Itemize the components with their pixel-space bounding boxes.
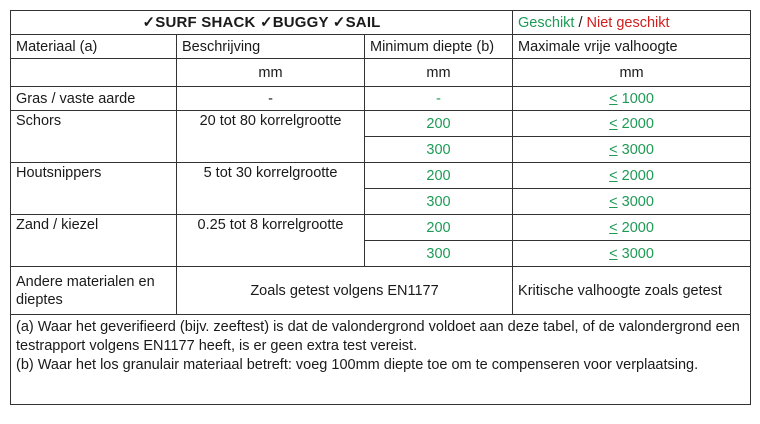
grass-fall-prefix: < [609, 90, 618, 107]
other-material: Andere materialen en dieptes [11, 267, 177, 315]
bark-fall-2-prefix: < [609, 141, 618, 158]
woodchips-depth-2: 300 [365, 189, 513, 215]
sand-description: 0.25 tot 8 korrelgrootte [177, 215, 365, 267]
other-description: Zoals getest volgens EN1177 [177, 267, 513, 315]
bark-material: Schors [11, 111, 177, 163]
sand-material: Zand / kiezel [11, 215, 177, 267]
header-material: Materiaal (a) [11, 35, 177, 59]
bark-depth-2: 300 [365, 137, 513, 163]
legend-unsuitable: Niet geschikt [586, 14, 670, 31]
unit-max-fall: mm [513, 59, 751, 87]
sand-fall-1-value: 2000 [617, 219, 654, 236]
unit-empty [11, 59, 177, 87]
bark-depth-1: 200 [365, 111, 513, 137]
header-description: Beschrijving [177, 35, 365, 59]
header-max-fall: Maximale vrije valhoogte [513, 35, 751, 59]
woodchips-fall-1-value: 2000 [617, 167, 654, 184]
woodchips-fall-2-value: 3000 [617, 193, 654, 210]
woodchips-material: Houtsnippers [11, 163, 177, 215]
sand-fall-2 [513, 241, 751, 267]
unit-min-depth: mm [365, 59, 513, 87]
table-title: ✓SURF SHACK ✓BUGGY ✓SAIL [11, 11, 513, 35]
bark-fall-1-prefix: < [609, 115, 618, 132]
sand-fall-2-prefix: < [609, 245, 618, 262]
bark-fall-2 [513, 137, 751, 163]
woodchips-fall-1-prefix: < [609, 167, 618, 184]
bark-description: 20 tot 80 korrelgrootte [177, 111, 365, 163]
sand-fall-1-prefix: < [609, 219, 618, 236]
woodchips-description: 5 tot 30 korrelgrootte [177, 163, 365, 215]
surfacing-table [10, 10, 751, 405]
footnote-b: (b) Waar het los granulair materiaal betreft: voeg 100mm diepte toe om te compenseren voor verplaatsing. [16, 357, 699, 373]
sand-depth-2: 300 [365, 241, 513, 267]
unit-description: mm [177, 59, 365, 87]
grass-fall-value: 1000 [617, 90, 654, 107]
other-fall: Kritische valhoogte zoals getest [513, 267, 751, 315]
grass-description: - [177, 87, 365, 111]
legend-suitable: Geschikt [518, 14, 575, 31]
bark-fall-1 [513, 111, 751, 137]
woodchips-depth-1: 200 [365, 163, 513, 189]
woodchips-fall-2-prefix: < [609, 193, 618, 210]
footnotes [11, 315, 751, 405]
header-min-depth: Minimum diepte (b) [365, 35, 513, 59]
sand-fall-1 [513, 215, 751, 241]
bark-fall-1-value: 2000 [617, 115, 654, 132]
grass-material: Gras / vaste aarde [11, 87, 177, 111]
legend-cell [513, 11, 751, 35]
woodchips-fall-2 [513, 189, 751, 215]
sand-depth-1: 200 [365, 215, 513, 241]
woodchips-fall-1 [513, 163, 751, 189]
footnote-a: (a) Waar het geverifieerd (bijv. zeeftest) is dat de valondergrond voldoet aan deze tabel, of de valondergrond een testrapport volgens EN1177 heeft, is er geen extra test vereist. [16, 319, 740, 354]
legend-separator: / [578, 14, 583, 31]
sand-fall-2-value: 3000 [617, 245, 654, 262]
bark-fall-2-value: 3000 [617, 141, 654, 158]
grass-depth: - [365, 87, 513, 111]
grass-fall [513, 87, 751, 111]
